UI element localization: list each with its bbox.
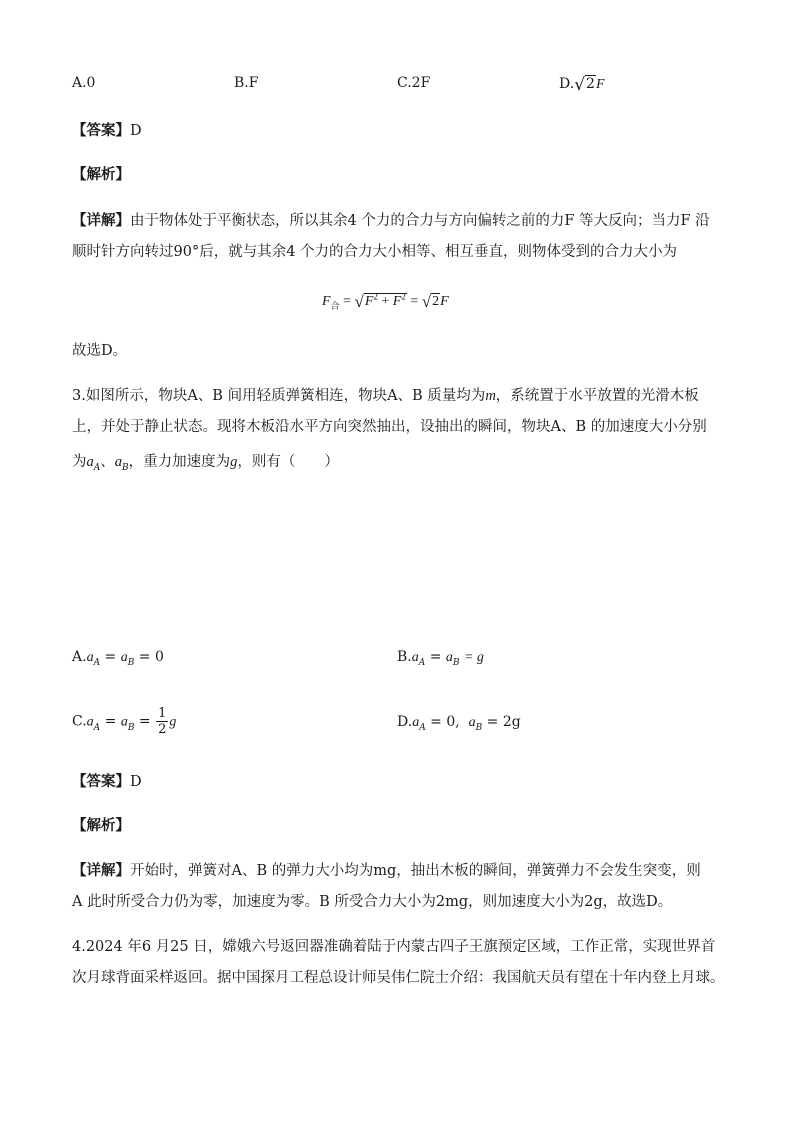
q4-stem-line2: 次月球背面采样返回。据中国探月工程总设计师吴伟仁院士介绍：我国航天员有望在十年内登上月球。 bbox=[72, 970, 725, 986]
q2-detail-line2: 顺时针方向转过90°后，就与其余4 个力的合力大小相等、相互垂直，则物体受到的合力大小为 bbox=[72, 244, 678, 260]
q2-detail-line1: 【详解】由于物体处于平衡状态，所以其余4 个力的合力与方向偏转之前的力F 等大反向；当力F 沿 bbox=[72, 212, 710, 229]
q2-option-a: A.0 bbox=[72, 75, 96, 91]
q3-option-d: $D.a_A = 0$, $a_B = 2g$ bbox=[397, 714, 521, 733]
q3-detail-line1: 【详解】开始时，弹簧对A、B 的弹力大小均为mg，抽出木板的瞬间，弹簧弹力不会发生突变，则 bbox=[72, 862, 701, 879]
q3-analysis-heading: 【解析】 bbox=[72, 817, 130, 834]
fraction: $\frac{1}{2}$ bbox=[158, 706, 167, 737]
q3-option-b: $B.a_A = a_B = g$ bbox=[397, 649, 484, 668]
q2-formula: $F_合 = √F^2 + F^2 = √2F$ bbox=[322, 291, 449, 311]
q3-detail-line2: A 此时所受合力仍为零，加速度为零。B 所受合力大小为2mg，则加速度大小为2g，故选D。 bbox=[72, 894, 673, 910]
q2-conclusion: 故选D。 bbox=[72, 343, 128, 359]
q3-stem-line3: 为$a_A$、$a_B$，重力加速度为g，则有（ ） bbox=[72, 454, 339, 473]
q3-stem-line1: 3.如图所示，物块A、B 间用轻质弹簧相连，物块A、B 质量均为m，系统置于水平放置的光滑木板 bbox=[72, 388, 699, 404]
q2-answer: 【答案】D bbox=[72, 122, 142, 139]
sqrt-symbol: √2 bbox=[574, 75, 595, 95]
q2-option-b: B.F bbox=[234, 75, 259, 91]
q4-stem-line1: 4.2024 年6 月25 日，嫦娥六号返回器准确着陆于内蒙古四子王旗预定区域，工作正常，实现世界首 bbox=[72, 939, 716, 955]
q3-stem-line2: 上，并处于静止状态。现将木板沿水平方向突然抽出，设抽出的瞬间，物块A、B 的加速度大小分别 bbox=[72, 419, 707, 435]
q2-option-d: D.√2F bbox=[559, 75, 605, 95]
q2-analysis-heading: 【解析】 bbox=[72, 166, 130, 183]
q3-option-a: $A.a_A = a_B = 0$ bbox=[72, 649, 164, 668]
q3-answer: 【答案】D bbox=[72, 773, 142, 790]
q3-option-c: $C.a_A = a_B$ = $\frac{1}{2}$ g bbox=[72, 706, 177, 737]
q2-option-c: C.2F bbox=[397, 75, 431, 91]
figure-placeholder bbox=[72, 482, 722, 632]
